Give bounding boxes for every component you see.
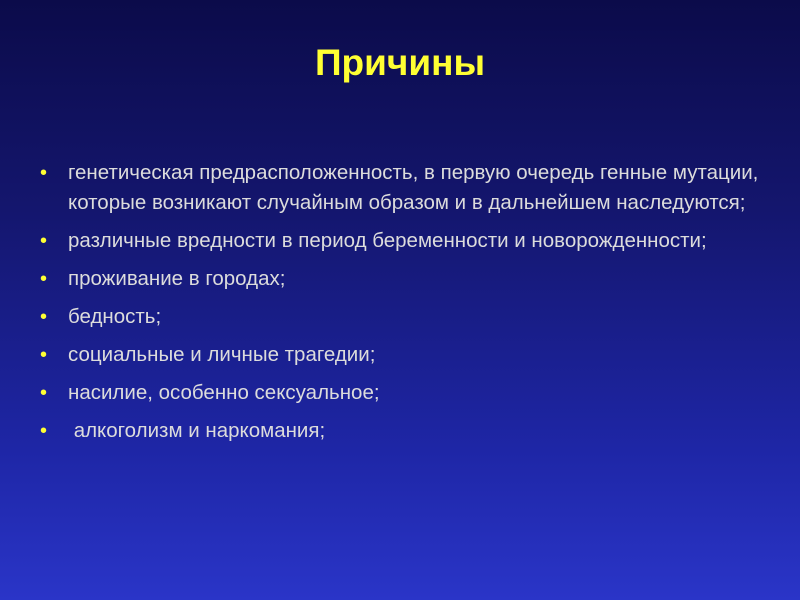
list-item	[38, 378, 778, 408]
list-item-text: проживание в городах;	[68, 267, 286, 290]
list-item	[38, 416, 778, 446]
list-item-text: различные вредности в период беременности и новорожденности;	[68, 229, 707, 252]
bullet-icon: •	[40, 306, 48, 328]
list-item-text: алкоголизм и наркомания;	[68, 419, 326, 442]
bullet-icon: •	[40, 162, 48, 184]
bullet-icon: •	[40, 382, 48, 404]
list-item-text: генетическая предрасположенность, в первую очередь генные мутации, которые возникают случайным образом и в дальнейшем наследуются;	[68, 161, 759, 214]
list-item	[38, 158, 778, 218]
bullet-icon: •	[40, 268, 48, 290]
list-item	[38, 264, 778, 294]
list-item	[38, 226, 778, 256]
bullet-list	[38, 158, 778, 454]
bullet-icon: •	[40, 230, 48, 252]
list-item	[38, 302, 778, 332]
list-item-text: социальные и личные трагедии;	[68, 343, 376, 366]
bullet-icon: •	[40, 344, 48, 366]
slide-title: Причины	[314, 42, 486, 83]
list-item-text: бедность;	[68, 305, 162, 328]
bullet-icon: •	[40, 420, 48, 442]
list-item	[38, 340, 778, 370]
list-item-text: насилие, особенно сексуальное;	[68, 381, 380, 404]
